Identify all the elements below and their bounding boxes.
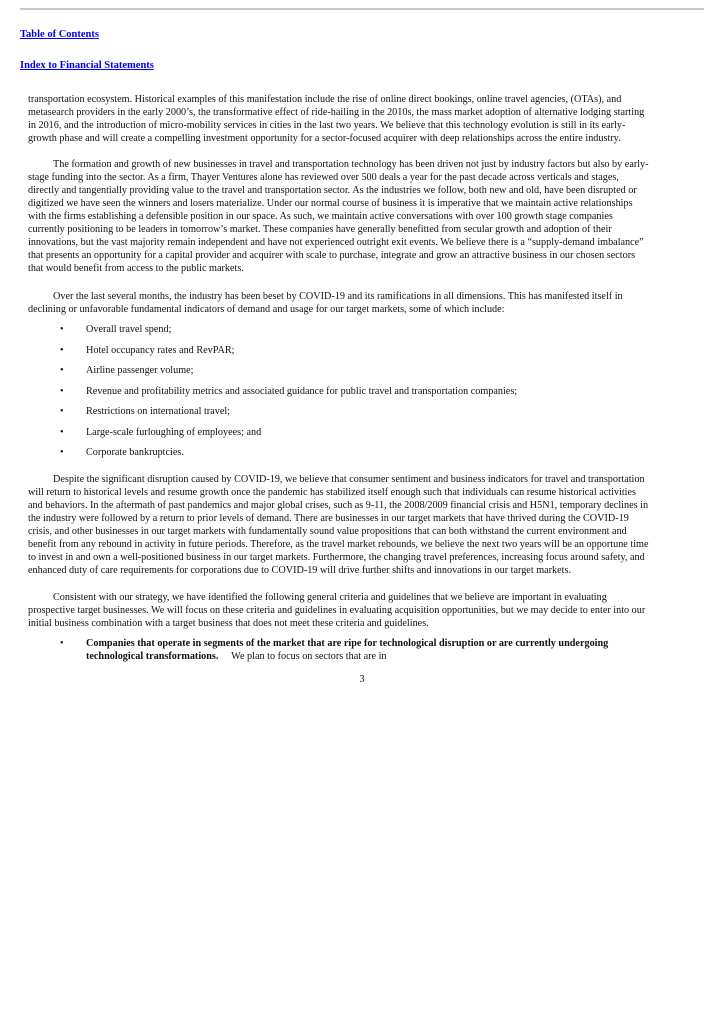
paragraph-line: with the firms establishing a defensible position in our space. As such, we maintain active conversations with over 100 growth stage companies [28, 211, 613, 222]
paragraph-line: growth phase and will create a compelling investment opportunity for a sector-focused acquirer with deep relationships across the entire industry. [28, 133, 621, 144]
paragraph-line: prospective target businesses. We will focus on these criteria and guidelines in evaluating acquisition opportunities, but we may decide to enter into our [28, 605, 646, 616]
table-of-contents-link[interactable]: Table of Contents [20, 29, 99, 40]
list-item-text: Overall travel spend; [86, 324, 172, 335]
bullet-dot: • [60, 345, 64, 356]
paragraph [28, 158, 649, 275]
bullet-dot: • [60, 386, 64, 397]
bullet-dot: • [60, 447, 64, 458]
list-item-text: Hotel occupancy rates and RevPAR; [86, 345, 235, 356]
paragraph-line: will return to historical levels and resume growth once the pandemic has stabilized itself enough such that individuals can resume historical activities [28, 487, 636, 498]
criteria-heading-line1: Companies that operate in segments of the market that are ripe for technological disruption or are currently undergoing [86, 638, 609, 649]
list-item-text: Revenue and profitability metrics and associated guidance for public travel and transportation companies; [86, 386, 518, 397]
paragraph [28, 93, 644, 145]
paragraph-line: that presents an opportunity for a capital provider and acquirer with scale to purchase, integrate and grow an attractive business in our chosen sectors [28, 250, 636, 261]
paragraph-line: declining or unfavorable fundamental indicators of demand and usage for our target markets, some of which include: [28, 304, 505, 315]
bullet-dot: • [60, 638, 64, 649]
criteria-text: We plan to focus on sectors that are in [231, 651, 387, 662]
paragraph-line: stage funding into the sector. As a firm, Thayer Ventures alone has reviewed over 500 deals a year for the past decade across verticals and stages, [28, 172, 619, 183]
paragraph-line: that would benefit from access to the public markets. [28, 263, 244, 274]
paragraph-line: and behaviors. In the aftermath of past pandemics and major global crises, such as 9-11, the 2008/2009 financial crisis and H5N1, temporary declines in [28, 500, 649, 511]
bullet-dot: • [60, 324, 64, 335]
paragraph [28, 290, 623, 316]
paragraph-line: directly and tangentially providing value to the travel and transportation sector. As the industries we follow, both new and old, have been disrupted or [28, 185, 637, 196]
list-item-text: Airline passenger volume; [86, 365, 194, 376]
list-item-text: Large-scale furloughing of employees; and [86, 427, 262, 438]
paragraph-line: digitized we have seen the winners and losers materialize. Under our normal course of business it is imperative that we maintain active relationships [28, 198, 633, 209]
paragraph-line: to invest in and own a well-positioned business in our target markets. Furthermore, the changing travel preferences, increasing focus around safety, and [28, 552, 645, 563]
bullet-dot: • [60, 406, 64, 417]
bullet-dot: • [60, 427, 64, 438]
paragraph-line: initial business combination with a target business that does not meet these criteria and guidelines. [28, 618, 429, 629]
paragraph-line: enhanced duty of care requirements for corporations due to COVID-19 will drive further shifts and innovations in our target markets. [28, 565, 571, 576]
paragraph-line: Over the last several months, the industry has been beset by COVID-19 and its ramifications in all dimensions. This has manifested itself in [53, 291, 623, 302]
paragraph-line: crisis, and other businesses in our target markets with fundamentally sound value propositions that can both withstand the current environment and [28, 526, 627, 537]
paragraph-line: benefit from any rebound in activity in future periods. Therefore, as the travel market rebounds, we believe the next two years will be an opportune time [28, 539, 649, 550]
index-financial-statements-link[interactable]: Index to Financial Statements [20, 60, 154, 71]
paragraph-line: Consistent with our strategy, we have identified the following general criteria and guidelines that we believe are important in evaluating [53, 592, 607, 603]
bullet-dot: • [60, 365, 64, 376]
paragraph-line: innovations, but the vast majority remain independent and have not experienced outright exit events. We believe there is a “supply-demand imbalance” [28, 237, 644, 248]
paragraph-line: currently positioning to be leaders in tomorrow’s market. These companies have generally benefitted from secular growth and adoption of their [28, 224, 612, 235]
header-rule [20, 8, 704, 10]
list-item-text: Restrictions on international travel; [86, 406, 231, 417]
paragraph [28, 591, 645, 630]
paragraph-line: The formation and growth of new businesses in travel and transportation technology has been driven not just by industry factors but also by early- [53, 159, 649, 170]
paragraph-line: the industry were followed by a return to prior levels of demand. There are businesses in our target markets that have thrived during the COVID-19 [28, 513, 629, 524]
paragraph-line: Despite the significant disruption caused by COVID-19, we believe that consumer sentiment and business indicators for travel and transportation [53, 474, 645, 485]
page-number: 3 [359, 674, 365, 685]
list-item-text: Corporate bankruptcies. [86, 447, 184, 458]
paragraph [28, 473, 648, 577]
criteria-heading-line2: technological transformations. [86, 651, 219, 662]
paragraph-line: transportation ecosystem. Historical examples of this manifestation include the rise of online direct bookings, online travel agencies, (OTAs), and [28, 94, 622, 105]
paragraph-line: in 2016, and the introduction of micro-mobility services in cities in the last two years. We believe that this technology evolution is still in its early- [28, 120, 626, 131]
paragraph-line: metasearch providers in the early 2000’s, the transformative effect of ride-hailing in the 2010s, the mass market adoption of alternative lodging starting [28, 107, 645, 118]
